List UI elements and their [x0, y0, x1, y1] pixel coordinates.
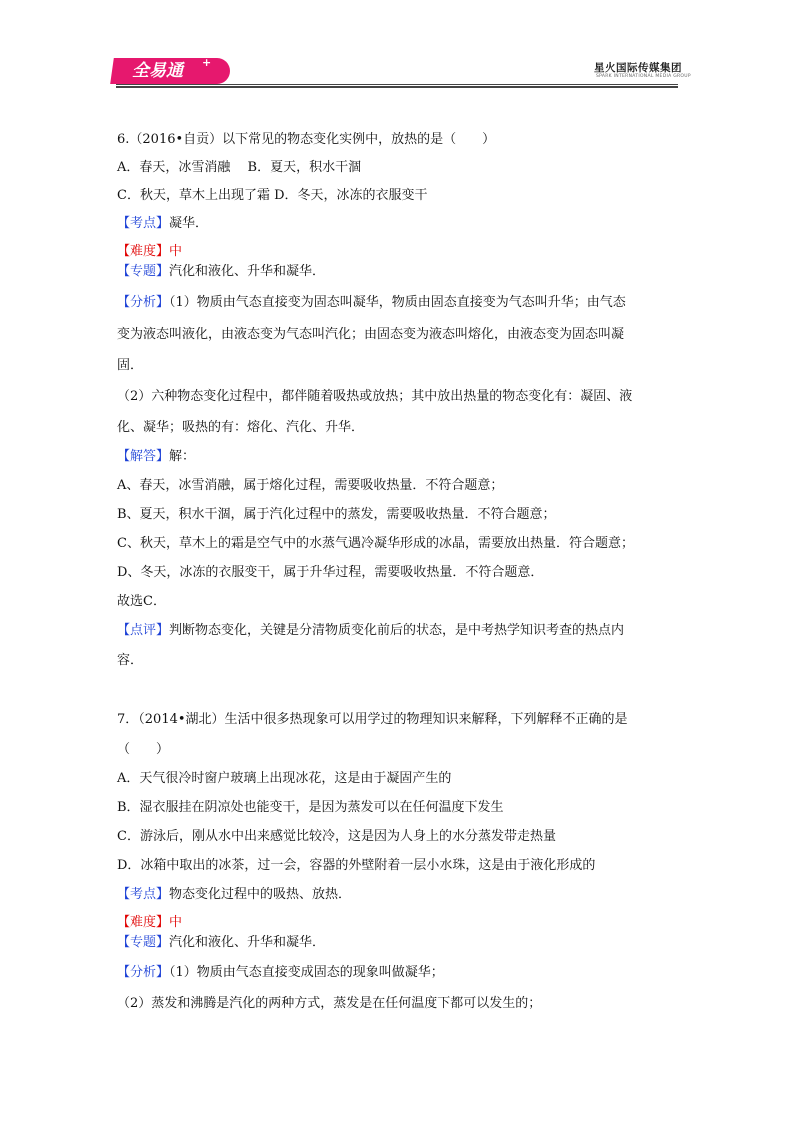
q6-nandu-tag: 【难度】 [117, 244, 170, 259]
q6-answer-d: D、冬天，冰冻的衣服变干，属于升华过程，需要吸收热量．不符合题意． [117, 565, 544, 580]
brand-logo-text: 全易通 [132, 61, 183, 81]
q7-stem-line-1: 7．（2014•湖北）生活中很多热现象可以用学过的物理知识来解释，下列解释不正确的是 [117, 712, 628, 727]
q7-stem-line-2: （ ） [117, 742, 170, 757]
q6-answer-a: A、春天，冰雪消融，属于熔化过程，需要吸收热量．不符合题意； [117, 478, 504, 493]
q7-option-d: D．冰箱中取出的冰茶，过一会，容器的外壁附着一层小水珠，这是由于液化形成的 [117, 858, 596, 873]
q7-kaodian-tag: 【考点】 [117, 887, 170, 902]
q6-jieda-text: 解： [169, 449, 196, 464]
q6-zhuanti [117, 263, 325, 280]
q7-zhuanti-text: 汽化和液化、升华和凝华． [169, 935, 326, 950]
q6-jieda-tag: 【解答】 [117, 449, 170, 464]
q6-fenxi-line-4: （2）六种物态变化过程中，都伴随着吸热或放热；其中放出热量的物态变化有：凝固、液 [117, 389, 633, 404]
q6-nandu [117, 243, 182, 260]
q7-zhuanti [117, 934, 325, 951]
q6-choice: 故选C． [117, 594, 166, 609]
q6-zhuanti-tag: 【专题】 [117, 264, 170, 279]
q7-option-c: C．游泳后，刚从水中出来感觉比较冷，这是因为人身上的水分蒸发带走热量 [117, 829, 556, 844]
q6-fenxi-line-2: 变为液态叫液化，由液态变为气态叫汽化；由固态变为液态叫熔化，由液态变为固态叫凝 [117, 327, 625, 342]
q6-dianping [117, 622, 624, 639]
q6-answer-b: B、夏天，积水干涸，属于汽化过程中的蒸发，需要吸收热量．不符合题意； [117, 507, 556, 522]
q7-kaodian-text: 物态变化过程中的吸热、放热． [169, 887, 352, 902]
q6-zhuanti-text: 汽化和液化、升华和凝华． [169, 264, 326, 279]
q7-fenxi-line-1 [117, 964, 444, 981]
q6-dianping-tag: 【点评】 [117, 623, 170, 638]
q7-option-a: A．天气很冷时窗户玻璃上出现冰花，这是由于凝固产生的 [117, 771, 452, 786]
q6-options-ab: A．春天，冰雪消融 B．夏天，积水干涸 [117, 160, 362, 175]
q6-kaodian-text: 凝华． [169, 216, 209, 231]
q6-options-cd: C．秋天，草木上出现了霜 D．冬天，冰冻的衣服变干 [117, 188, 428, 203]
q6-fenxi-tag: 【分析】 [117, 295, 170, 310]
q7-fenxi-line-2: （2）蒸发和沸腾是汽化的两种方式，蒸发是在任何温度下都可以发生的； [117, 996, 542, 1011]
q7-fenxi-text-1: （1）物质由气态直接变成固态的现象叫做凝华； [169, 965, 444, 980]
q7-nandu-text: 中 [169, 915, 183, 930]
organization-subtitle: SPARK INTERNATIONAL MEDIA GROUP [596, 74, 691, 79]
q6-kaodian [117, 215, 208, 232]
q7-zhuanti-tag: 【专题】 [117, 935, 170, 950]
q7-kaodian [117, 886, 351, 903]
q6-dianping-line-2: 容． [117, 653, 144, 668]
q7-nandu [117, 914, 182, 931]
q6-dianping-text-1: 判断物态变化，关键是分清物质变化前后的状态，是中考热学知识考查的热点内 [169, 623, 625, 638]
q7-fenxi-tag: 【分析】 [117, 965, 170, 980]
header-rule-thick [116, 86, 678, 88]
q7-option-b: B．湿衣服挂在阴凉处也能变干，是因为蒸发可以在任何温度下发生 [117, 800, 504, 815]
q6-answer-c: C、秋天，草木上的霜是空气中的水蒸气遇冷凝华形成的冰晶，需要放出热量．符合题意； [117, 536, 634, 551]
organization-name: 星火国际传媒集团 [594, 62, 682, 74]
q6-fenxi-line-3: 固． [117, 358, 144, 373]
q7-nandu-tag: 【难度】 [117, 915, 170, 930]
brand-logo-plus: + [202, 56, 212, 69]
q6-fenxi-line-1 [117, 294, 626, 311]
q6-fenxi-line-5: 化、凝华；吸热的有：熔化、汽化、升华． [117, 420, 365, 435]
q6-fenxi-text-1: （1）物质由气态直接变为固态叫凝华，物质由固态直接变为气态叫升华；由气态 [169, 295, 626, 310]
q6-stem: 6.（2016•自贡）以下常见的物态变化实例中，放热的是（ ） [117, 132, 496, 147]
header-rule-thin [116, 84, 678, 85]
q6-kaodian-tag: 【考点】 [117, 216, 170, 231]
q6-nandu-text: 中 [169, 244, 183, 259]
q6-jieda [117, 448, 195, 465]
